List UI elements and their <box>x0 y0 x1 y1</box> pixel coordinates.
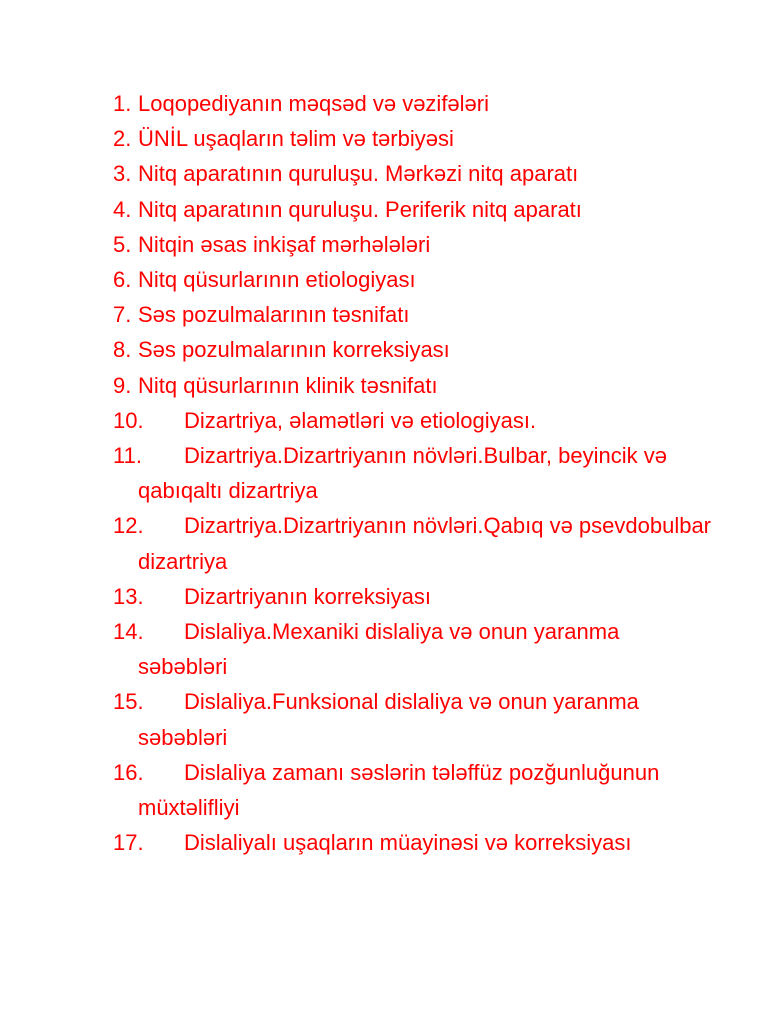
item-number: 13. <box>113 583 144 609</box>
list-item <box>113 508 713 578</box>
list-item <box>113 192 713 227</box>
item-number: 15. <box>113 689 144 715</box>
list-item <box>113 368 713 403</box>
item-number: 9. <box>113 372 132 398</box>
list-item <box>113 227 713 262</box>
item-number: 16. <box>113 759 144 785</box>
item-text: Səs pozulmalarının təsnifatı <box>138 302 410 328</box>
item-text: Dizartriya.Dizartriyanın növləri.Bulbar, beyincik və qabıqaltı dizartriya <box>138 443 667 504</box>
item-text: Dislaliya.Mexaniki dislaliya və onun yaranma səbəbləri <box>138 619 620 680</box>
list-item <box>113 262 713 297</box>
item-number: 8. <box>113 337 132 363</box>
item-number: 12. <box>113 513 144 539</box>
item-number: 17. <box>113 830 144 856</box>
list-item <box>113 86 713 121</box>
item-number: 2. <box>113 126 132 152</box>
item-text: Dizartriyanın korreksiyası <box>184 583 431 609</box>
item-number: 10. <box>113 407 144 433</box>
item-text: Dislaliya.Funksional dislaliya və onun yaranma səbəbləri <box>138 689 639 750</box>
item-number: 5. <box>113 231 132 257</box>
list-item <box>113 684 713 754</box>
list-item <box>113 614 713 684</box>
item-number: 3. <box>113 161 132 187</box>
list-item <box>113 156 713 191</box>
item-text: ÜNİL uşaqların təlim və tərbiyəsi <box>138 126 454 152</box>
list-item <box>113 579 713 614</box>
item-number: 1. <box>113 91 132 116</box>
list-item <box>113 755 713 825</box>
list-item <box>113 403 713 438</box>
item-number: 6. <box>113 267 132 293</box>
list-item <box>113 825 713 860</box>
topic-list <box>113 86 713 860</box>
item-text: Nitq qüsurlarının klinik təsnifatı <box>138 372 438 398</box>
item-text: Nitq aparatının quruluşu. Mərkəzi nitq aparatı <box>138 161 579 187</box>
item-number: 14. <box>113 619 144 645</box>
item-text: Səs pozulmalarının korreksiyası <box>138 337 450 363</box>
list-item <box>113 297 713 332</box>
item-text: Loqopediyanın məqsəd və vəzifələri <box>138 91 490 116</box>
list-item <box>113 438 713 508</box>
item-number: 11. <box>113 443 142 469</box>
list-item <box>113 332 713 367</box>
item-number: 7. <box>113 302 132 328</box>
item-text: Dizartriya.Dizartriyanın növləri.Qabıq və psevdobulbar dizartriya <box>138 513 712 574</box>
item-text: Dislaliyalı uşaqların müayinəsi və korreksiyası <box>184 830 632 856</box>
item-text: Dizartriya, əlamətləri və etiologiyası. <box>184 407 537 433</box>
item-number: 4. <box>113 196 132 222</box>
item-text: Nitq aparatının quruluşu. Periferik nitq aparatı <box>138 196 582 222</box>
item-text: Dislaliya zamanı səslərin tələffüz pozğunluğunun müxtəlifliyi <box>138 759 660 821</box>
item-text: Nitq qüsurlarının etiologiyası <box>138 267 416 293</box>
list-item <box>113 121 713 156</box>
item-text: Nitqin əsas inkişaf mərhələləri <box>138 231 431 257</box>
